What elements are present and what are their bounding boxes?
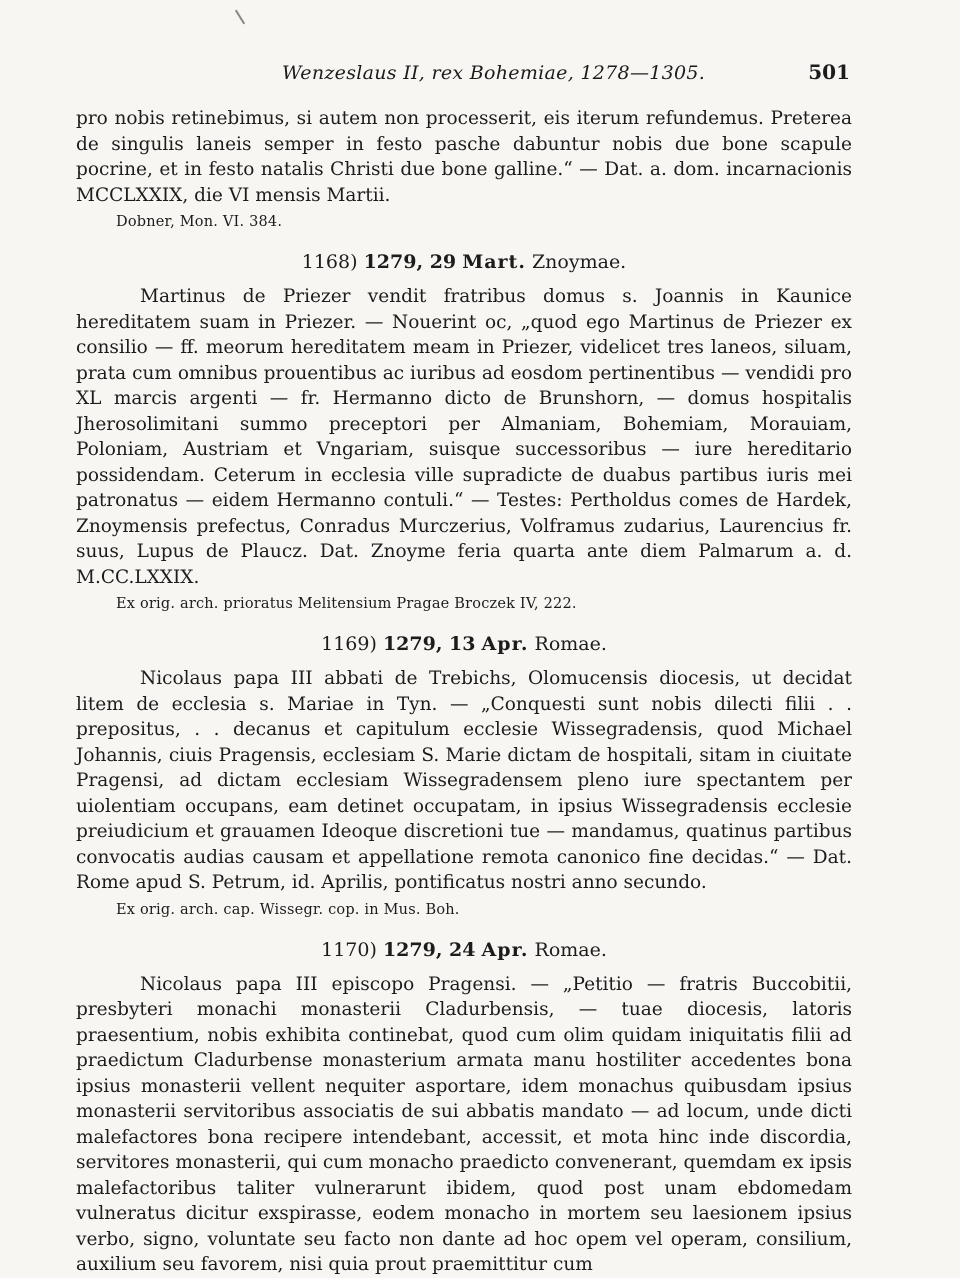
document-text: Martinus de Priezer vendit fratribus domus s. Joannis in Kaunice hereditatem suam in Priezer. — Nouerint oc, „quod ego Martinus de Priezer ex consilio — ff. meorum hereditatem meam in Priezer, videlicet tres laneos, siluam, prata cum omnibus prouentibus ac iuribus ad eosdom pertinentibus — vendidi pro XL marcis argenti — fr. Hermanno dicto de Brunshorn, — domus hospitalis Jherosolimitani summo preceptori per Almaniam, Bohemiam, Morauiam, Poloniam, Austriam et Vngariam, suisque successoribus — iure hereditario possidendam. Ceterum in ecclesia ville supradicte de duabus partibus iuris mei patronatus — eidem Hermanno contuli.“ — Testes: Pertholdus comes de Hardek, Znoymensis prefectus, Conradus Murczerius, Volframus zudarius, Laurencius fr. suus, Lupus de Plaucz. Dat. Znoyme feria quarta ante diem Palmarum a. d. M.CC.LXXIX.: [76, 286, 852, 588]
document-month: Apr.: [481, 938, 529, 961]
document-month: Apr.: [481, 633, 529, 655]
intro-source: Dobner, Mon. VI. 384.: [116, 214, 283, 230]
document-number: 1168): [301, 251, 358, 273]
document-heading: [76, 632, 852, 656]
document-place: Romae.: [534, 938, 607, 961]
page-header: [0, 62, 960, 90]
document-1170: [76, 938, 852, 1278]
document-text: Nicolaus papa III abbati de Trebichs, Olomucensis diocesis, ut decidat litem de ecclesia s. Mariae in Tyn. — „Conquesti sunt nobis dilecti filii . . prepositus, . . decanus et capitulum ecclesie Wissegradensis, quod Michael Johannis, ciuis Pragensis, ecclesiam S. Marie dictam de hospitali, sitam in ciuitate Pragensi, ad dictam ecclesiam Wissegradensem pleno iure spectantem per uiolentiam occupans, eam detinet occupatam, in ipsius Wissegradensis ecclesie preiudicium et grauamen Ideoque discretioni tue — mandamus, quatinus partibus convocatis audias causam et appellatione remota canonico fine decidas.“ — Dat. Rome apud S. Petrum, id. Aprilis, pontificatus nostri anno secundo.: [76, 668, 852, 893]
document-place: Znoymae.: [531, 251, 627, 273]
document-source: Ex orig. arch. cap. Wissegr. cop. in Mus. Boh.: [116, 901, 460, 918]
document-1169: [76, 632, 852, 920]
running-title: Wenzeslaus II, rex Bohemiae, 1278—1305.: [282, 62, 706, 84]
document-heading: [76, 250, 852, 274]
document-place: Romae.: [534, 633, 607, 655]
document-date: 1279, 24: [382, 938, 476, 961]
document-heading: [76, 938, 852, 962]
page-number: 501: [808, 60, 850, 84]
document-number: 1169): [321, 633, 377, 655]
document-source: Ex orig. arch. prioratus Melitensium Pragae Broczek IV, 222.: [116, 596, 577, 612]
stray-pen-mark: [235, 10, 245, 25]
document-date: 1279, 29: [363, 251, 457, 273]
intro-paragraph: pro nobis retinebimus, si autem non processerit, eis iterum refundemus. Preterea de singulis laneis semper in festo pasche dabuntur nobis due bone scapule pocrine, et in festo natalis Christi due bone galline.“ — Dat. a. dom. incarnacionis MCCLXXIX, die VI mensis Martii.: [76, 108, 852, 206]
document-text: Nicolaus papa III episcopo Pragensi. — „Petitio — fratris Buccobitii, presbyteri monachi monasterii Cladurbensis, — tuae diocesis, latoris praesentium, nobis exhibita continebat, quod cum olim quidam iniquitatis filii ad praedictum Cladurbense monasterium armata manu hostiliter accedentes bona ipsius monasterii vellent nequiter asportare, idem monachus quibusdam ipsius monasterii servitoribus associatis de sui abbatis mandato — ad locum, unde dicti malefactores bona recipere intendebant, accessit, et mota hinc inde discordia, servitores monasterii, qui cum monacho praedicto convenerant, quemdam ex ipsis malefactoribus taliter vulnerarunt ibidem, quod post unam ebdomedam vulneratus dicitur exspirasse, eodem monacho in mortem seu laesionem ipsius verbo, signo, voluntate seu facto non dante ad hoc opem vel operam, consilium, auxilium seu favorem, nisi quia prout praemittitur cum: [76, 973, 852, 1275]
document-date: 1279, 13: [382, 633, 476, 655]
page-body: [76, 106, 852, 1278]
document-month: Mart.: [462, 251, 526, 273]
document-1168: [76, 250, 852, 614]
document-number: 1170): [321, 938, 377, 961]
